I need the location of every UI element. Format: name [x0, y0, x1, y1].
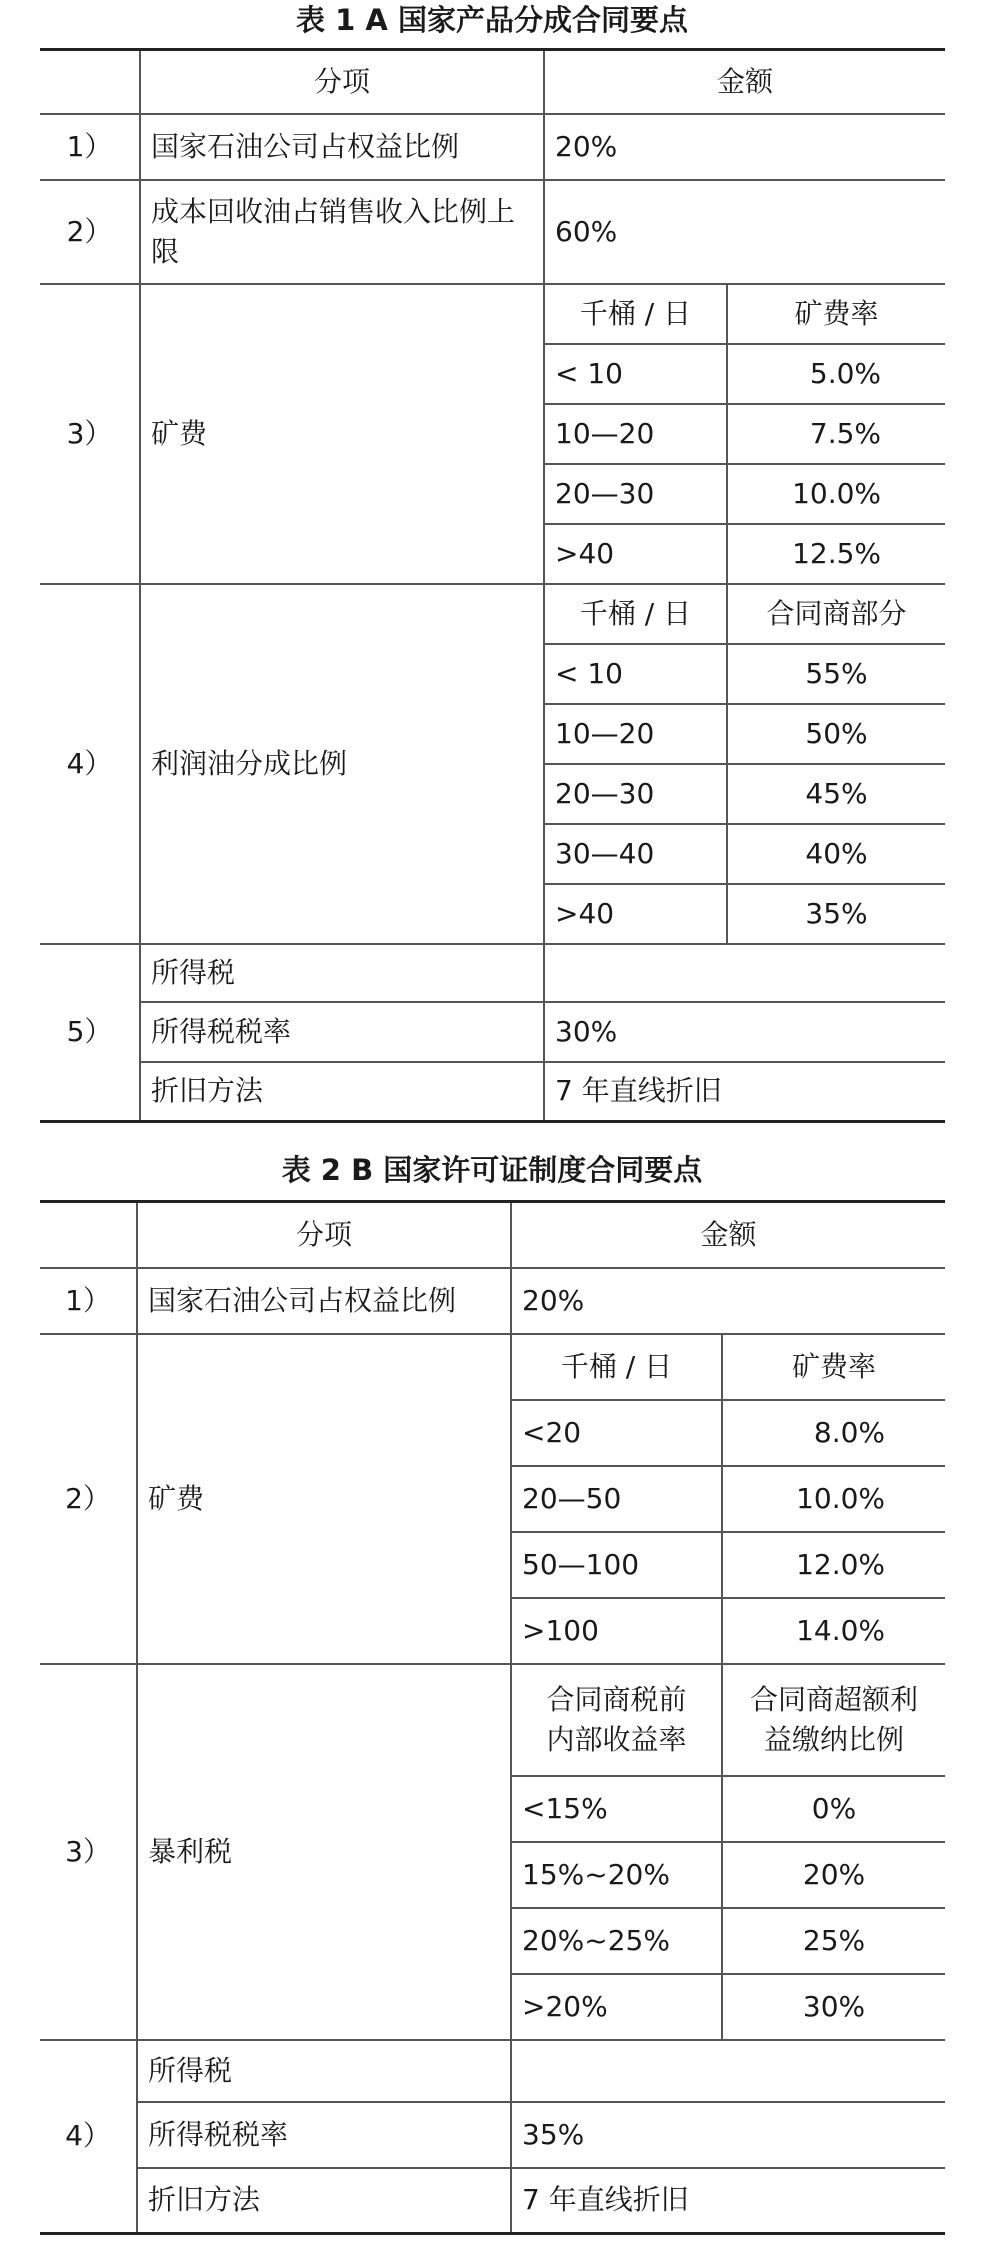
- sub-range: <20: [511, 1400, 722, 1466]
- value-cell: 20%: [544, 114, 945, 180]
- item-cell: 暴利税: [137, 1664, 511, 2040]
- table-row: [40, 1664, 945, 1776]
- sub-range: >20%: [511, 1974, 722, 2040]
- sub-value: 20%: [722, 1842, 945, 1908]
- header-amount: 金额: [544, 50, 945, 114]
- row-number: 3）: [40, 284, 140, 584]
- value-cell: [511, 2040, 945, 2102]
- table-row: [40, 1002, 945, 1062]
- item-cell: 所得税税率: [137, 2102, 511, 2168]
- sub-value: 0%: [722, 1776, 945, 1842]
- sub-range: 20—30: [544, 764, 727, 824]
- item-cell: 所得税: [140, 944, 544, 1002]
- header-item: 分项: [140, 50, 544, 114]
- sub-value: 12.0%: [722, 1532, 945, 1598]
- item-cell: 折旧方法: [140, 1062, 544, 1122]
- sub-header: 千桶 / 日: [511, 1334, 722, 1400]
- value-cell: 7 年直线折旧: [544, 1062, 945, 1122]
- item-cell: 利润油分成比例: [140, 584, 544, 944]
- table-row: [40, 50, 945, 114]
- row-number: 3）: [40, 1664, 137, 2040]
- sub-range: 20—50: [511, 1466, 722, 1532]
- item-cell: 矿费: [137, 1334, 511, 1664]
- sub-header: 矿费率: [727, 284, 945, 344]
- row-number: 4）: [40, 2040, 137, 2234]
- table-row: [40, 2102, 945, 2168]
- item-cell: 国家石油公司占权益比例: [137, 1268, 511, 1334]
- sub-range: <15%: [511, 1776, 722, 1842]
- table1-caption: 表 1 A 国家产品分成合同要点: [296, 3, 688, 37]
- sub-range: >100: [511, 1598, 722, 1664]
- table1: [40, 48, 945, 1123]
- sub-value: 25%: [722, 1908, 945, 1974]
- value-cell: [544, 944, 945, 1002]
- sub-range: < 10: [544, 344, 727, 404]
- sub-range: >40: [544, 524, 727, 584]
- table-row: [40, 1062, 945, 1122]
- sub-range: 10—20: [544, 404, 727, 464]
- sub-header: 千桶 / 日: [544, 584, 727, 644]
- table-row: [40, 180, 945, 284]
- sub-header: 合同商部分: [727, 584, 945, 644]
- sub-range: >40: [544, 884, 727, 944]
- sub-range: < 10: [544, 644, 727, 704]
- row-number: [40, 50, 140, 114]
- table-row: [40, 2168, 945, 2234]
- row-number: 5）: [40, 944, 140, 1122]
- header-amount: 金额: [511, 1202, 945, 1268]
- value-cell: 7 年直线折旧: [511, 2168, 945, 2234]
- table-row: [40, 1268, 945, 1334]
- sub-value: 40%: [727, 824, 945, 884]
- sub-value: 7.5%: [727, 404, 945, 464]
- item-cell: 所得税税率: [140, 1002, 544, 1062]
- row-number: 1）: [40, 1268, 137, 1334]
- value-cell: 60%: [544, 180, 945, 284]
- sub-value: 10.0%: [722, 1466, 945, 1532]
- sub-range: 10—20: [544, 704, 727, 764]
- sub-header: 千桶 / 日: [544, 284, 727, 344]
- table2: [40, 1200, 945, 2235]
- row-number: 4）: [40, 584, 140, 944]
- sub-range: 20—30: [544, 464, 727, 524]
- item-cell: 所得税: [137, 2040, 511, 2102]
- table-row: [40, 1202, 945, 1268]
- table2-caption: 表 2 B 国家许可证制度合同要点: [281, 1153, 703, 1187]
- item-cell: 成本回收油占销售收入比例上限: [140, 180, 544, 284]
- sub-range: 30—40: [544, 824, 727, 884]
- table-row: [40, 2040, 945, 2102]
- row-number: 1）: [40, 114, 140, 180]
- sub-value: 35%: [727, 884, 945, 944]
- table-row: [40, 1334, 945, 1400]
- value-cell: 30%: [544, 1002, 945, 1062]
- sub-header: 矿费率: [722, 1334, 945, 1400]
- sub-header: 合同商超额利益缴纳比例: [722, 1664, 945, 1776]
- sub-value: 30%: [722, 1974, 945, 2040]
- header-item: 分项: [137, 1202, 511, 1268]
- table-row: [40, 114, 945, 180]
- sub-value: 50%: [727, 704, 945, 764]
- value-cell: 35%: [511, 2102, 945, 2168]
- sub-range: 15%~20%: [511, 1842, 722, 1908]
- table-row: [40, 584, 945, 644]
- row-number: 2）: [40, 180, 140, 284]
- sub-range: 20%~25%: [511, 1908, 722, 1974]
- sub-value: 10.0%: [727, 464, 945, 524]
- row-number: [40, 1202, 137, 1268]
- sub-range: 50—100: [511, 1532, 722, 1598]
- table-row: [40, 284, 945, 344]
- item-cell: 矿费: [140, 284, 544, 584]
- item-cell: 国家石油公司占权益比例: [140, 114, 544, 180]
- sub-header: 合同商税前内部收益率: [511, 1664, 722, 1776]
- sub-value: 45%: [727, 764, 945, 824]
- sub-value: 55%: [727, 644, 945, 704]
- sub-value: 14.0%: [722, 1598, 945, 1664]
- sub-value: 12.5%: [727, 524, 945, 584]
- sub-value: 8.0%: [722, 1400, 945, 1466]
- value-cell: 20%: [511, 1268, 945, 1334]
- table-row: [40, 944, 945, 1002]
- item-cell: 折旧方法: [137, 2168, 511, 2234]
- sub-value: 5.0%: [727, 344, 945, 404]
- row-number: 2）: [40, 1334, 137, 1664]
